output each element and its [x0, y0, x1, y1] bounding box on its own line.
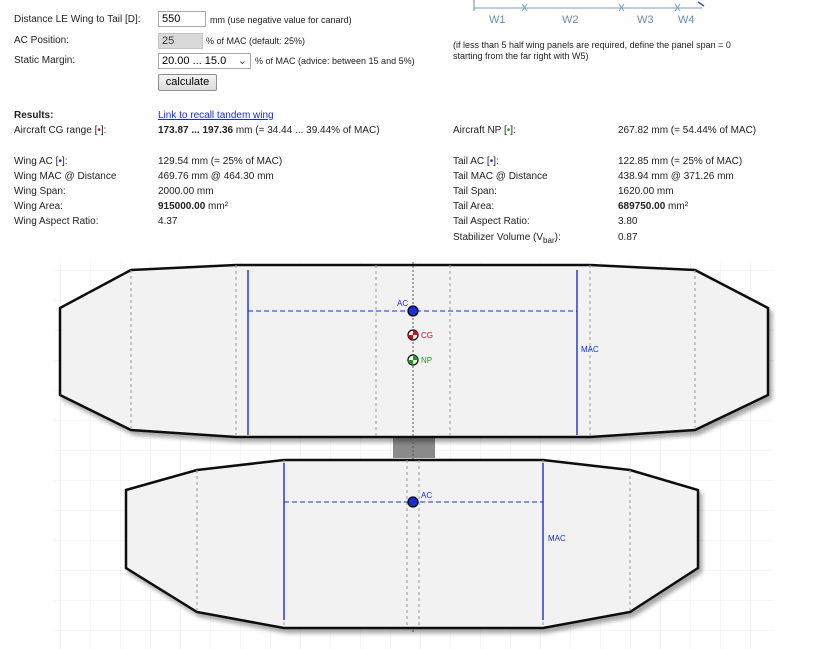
np-bullet: • [506, 125, 511, 136]
wing-aspect-ratio-label: Wing Aspect Ratio: [14, 216, 99, 227]
wing-span-value: 2000.00 mm [158, 186, 214, 197]
tail-ac-value: 122.85 mm (= 25% of MAC) [618, 156, 743, 167]
tail-area-label: Tail Area: [453, 201, 495, 212]
wing-span-label: Wing Span: [14, 186, 66, 197]
main-wing-outline [60, 265, 768, 437]
wing-mac-text: MAC [581, 345, 599, 354]
tail-ac-bullet: • [489, 156, 494, 167]
ac-position-label: AC Position: [14, 35, 70, 46]
np-value: 267.82 mm (= 54.44% of MAC) [618, 125, 757, 136]
distance-label: Distance LE Wing to Tail [D]: [14, 14, 141, 25]
wing-ac-label: Wing AC [•]: [14, 156, 68, 167]
tail-aspect-ratio-label: Tail Aspect Ratio: [453, 216, 530, 227]
chevron-down-icon: ⌄ [237, 55, 247, 67]
static-margin-value: 20.00 ... 15.0 [162, 55, 227, 67]
wing-ac-bullet: • [58, 156, 62, 167]
cg-range-value: 173.87 ... 197.36 mm (= 34.44 ... 39.44% of MAC) [158, 125, 380, 136]
stabilizer-volume-value: 0.87 [618, 232, 638, 243]
wing-mac-value: 469.76 mm @ 464.30 mm [158, 171, 274, 182]
distance-input[interactable]: 550 [158, 11, 206, 27]
wing-ac-text: AC [397, 299, 409, 308]
cg-bullet: • [97, 125, 101, 136]
static-margin-label: Static Margin: [14, 55, 76, 66]
panel-note-line2: starting from the far right with W5) [453, 51, 589, 61]
panel-label-w3: W3 [637, 14, 654, 26]
tail-ac-marker [408, 497, 418, 507]
tail-ac-label: Tail AC [•]: [453, 156, 499, 167]
wing-mac-label: Wing MAC @ Distance [14, 171, 117, 182]
panel-note-line1: (if less than 5 half wing panels are required, define the panel span = 0 [453, 40, 731, 50]
wing-ac-value: 129.54 mm (= 25% of MAC) [158, 156, 283, 167]
wing-aspect-ratio-value: 4.37 [158, 216, 178, 227]
wing-ac-marker [408, 306, 418, 316]
np-label: Aircraft NP [•]: [453, 125, 516, 136]
calculate-button[interactable]: calculate [158, 74, 217, 91]
np-text: NP [421, 356, 433, 365]
distance-hint: mm (use negative value for canard) [210, 15, 352, 25]
cg-text: CG [421, 331, 433, 340]
recall-tandem-wing-link[interactable]: Link to recall tandem wing [158, 110, 274, 121]
results-title: Results: [14, 110, 54, 121]
panel-label-w1: W1 [489, 14, 506, 26]
tail-outline [126, 460, 698, 628]
ac-position-hint: % of MAC (default: 25%) [206, 36, 306, 46]
panel-label-w2: W2 [562, 14, 579, 26]
tail-span-value: 1620.00 mm [618, 186, 674, 197]
wing-area-label: Wing Area: [14, 201, 63, 212]
fuselage [393, 438, 435, 458]
tail-mac-label: Tail MAC @ Distance [453, 171, 548, 182]
stabilizer-volume-label: Stabilizer Volume $(V_{bar})$: [453, 232, 561, 245]
tail-ac-text: AC [421, 491, 433, 500]
wing-area-value: 915000.00 mm² [158, 201, 229, 212]
panel-label-w4: W4 [678, 14, 695, 26]
tail-mac-text: MAC [548, 534, 566, 543]
cg-marker [408, 330, 418, 340]
cg-range-label: Aircraft CG range [•]: [14, 125, 107, 136]
tail-mac-value: 438.94 mm @ 371.26 mm [618, 171, 734, 182]
tail-area-value: 689750.00 mm² [618, 201, 689, 212]
tail-span-label: Tail Span: [453, 186, 497, 197]
tail-aspect-ratio-value: 3.80 [618, 216, 638, 227]
static-margin-hint: % of MAC (advice: between 15 and 5%) [255, 56, 415, 66]
np-marker [408, 355, 418, 365]
ac-position-input[interactable]: 25 [158, 33, 203, 49]
